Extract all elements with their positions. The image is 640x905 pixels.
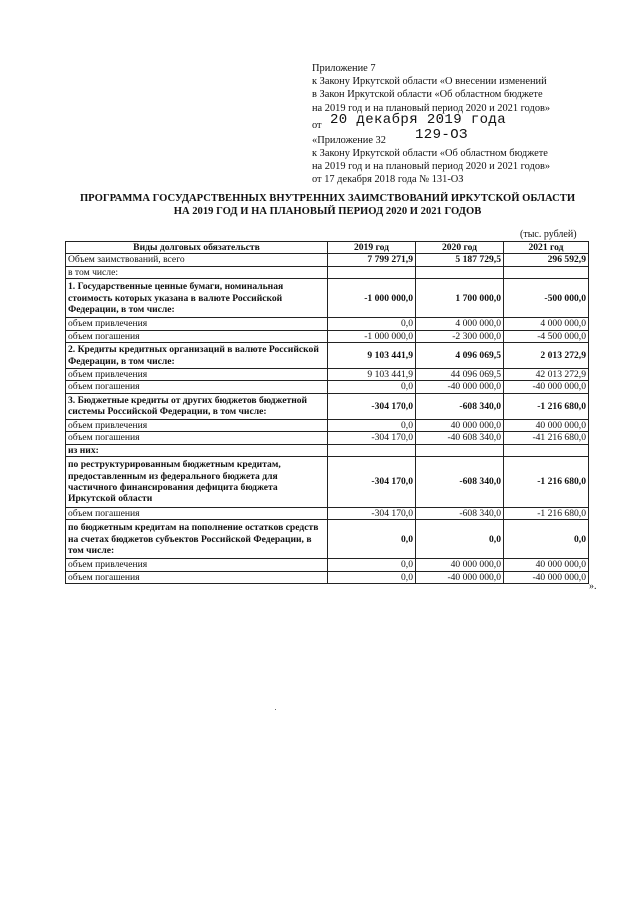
row-label: из них: <box>66 444 328 456</box>
value-2019: -304 170,0 <box>328 457 416 508</box>
row-label: 1. Государственные ценные бумаги, номинальная стоимость которых указана в валюте Российской Федерации, в том числе: <box>66 279 328 318</box>
table-row <box>66 432 589 444</box>
table-header-row <box>66 242 589 254</box>
value-2020: 1 700 000,0 <box>416 279 504 318</box>
value-2021: 296 592,9 <box>504 254 589 266</box>
appendix-law-line-1: к Закону Иркутской области «О внесении изменений <box>312 76 547 88</box>
table-row <box>66 330 589 342</box>
closing-quote-mark: ». <box>589 581 597 592</box>
value-2019: 0,0 <box>328 571 416 583</box>
table-row <box>66 419 589 431</box>
header-kind: Виды долговых обязательств <box>66 242 328 254</box>
row-label: по бюджетным кредитам на пополнение остатков средств на счетах бюджетов субъектов Российской Федерации, в том числе: <box>66 520 328 559</box>
value-2020: 4 000 000,0 <box>416 318 504 330</box>
value-2021: 4 000 000,0 <box>504 318 589 330</box>
row-label: 2. Кредиты кредитных организаций в валюте Российской Федерации, в том числе: <box>66 343 328 369</box>
table-row <box>66 266 589 278</box>
row-label: объем погашения <box>66 330 328 342</box>
value-2019: 7 799 271,9 <box>328 254 416 266</box>
appendix-header <box>312 62 612 186</box>
value-2020: 5 187 729,5 <box>416 254 504 266</box>
base-law-line-1: к Закону Иркутской области «Об областном бюджете <box>312 147 548 159</box>
value-2021: -1 216 680,0 <box>504 393 589 419</box>
row-label: объем погашения <box>66 432 328 444</box>
table-row <box>66 444 589 456</box>
value-2019: 0,0 <box>328 419 416 431</box>
value-2021: 0,0 <box>504 520 589 559</box>
table-row <box>66 457 589 508</box>
value-2019: -304 170,0 <box>328 432 416 444</box>
row-label: объем привлечения <box>66 559 328 571</box>
value-2019: -1 000 000,0 <box>328 330 416 342</box>
appendix-law-line-3: на 2019 год и на плановый период 2020 и 2021 годов» <box>312 102 551 114</box>
value-2019: 9 103 441,9 <box>328 343 416 369</box>
value-2020 <box>416 444 504 456</box>
value-2020: 40 000 000,0 <box>416 559 504 571</box>
table-row <box>66 254 589 266</box>
value-2019 <box>328 444 416 456</box>
header-2019: 2019 год <box>328 242 416 254</box>
value-2021 <box>504 266 589 278</box>
base-law-line-3: от 17 декабря 2018 года № 131-ОЗ <box>312 174 464 186</box>
table-row <box>66 520 589 559</box>
value-2021: 2 013 272,9 <box>504 343 589 369</box>
value-2020: -40 000 000,0 <box>416 571 504 583</box>
value-2019: 0,0 <box>328 520 416 559</box>
base-law-line-2: на 2019 год и на плановый период 2020 и 2021 годов» <box>312 161 551 173</box>
row-label: объем привлечения <box>66 318 328 330</box>
scan-speck <box>275 709 276 710</box>
value-2021: -1 216 680,0 <box>504 457 589 508</box>
value-2020: -40 000 000,0 <box>416 381 504 393</box>
header-2021: 2021 год <box>504 242 589 254</box>
value-2020: -608 340,0 <box>416 508 504 520</box>
table-row <box>66 381 589 393</box>
row-label: в том числе: <box>66 266 328 278</box>
value-2019: -304 170,0 <box>328 508 416 520</box>
value-2020: -40 608 340,0 <box>416 432 504 444</box>
table-row <box>66 393 589 419</box>
value-2021: -1 216 680,0 <box>504 508 589 520</box>
title-line-1: ПРОГРАММА ГОСУДАРСТВЕННЫХ ВНУТРЕННИХ ЗАИМСТВОВАНИЙ ИРКУТСКОЙ ОБЛАСТИ <box>79 193 576 204</box>
law-number-line <box>312 126 612 147</box>
value-2021: -40 000 000,0 <box>504 381 589 393</box>
appendix-number: Приложение 7 <box>312 63 376 74</box>
value-2019: 9 103 441,9 <box>328 369 416 381</box>
value-2021: -41 216 680,0 <box>504 432 589 444</box>
value-2020: -608 340,0 <box>416 393 504 419</box>
table-row <box>66 318 589 330</box>
value-2019 <box>328 266 416 278</box>
header-2020: 2020 год <box>416 242 504 254</box>
title-line-2: НА 2019 ГОД И НА ПЛАНОВЫЙ ПЕРИОД 2020 И 2021 ГОДОВ <box>173 206 482 217</box>
value-2020: 44 096 069,5 <box>416 369 504 381</box>
row-label: объем погашения <box>66 381 328 393</box>
value-2021: 40 000 000,0 <box>504 419 589 431</box>
law-date: 20 декабря 2019 года <box>330 111 507 128</box>
value-2019: -304 170,0 <box>328 393 416 419</box>
units-label: (тыс. рублей) <box>520 229 577 240</box>
date-prefix: от <box>312 119 322 131</box>
value-2021: -40 000 000,0 <box>504 571 589 583</box>
value-2020: -608 340,0 <box>416 457 504 508</box>
value-2021: -500 000,0 <box>504 279 589 318</box>
page-title <box>60 192 595 218</box>
table-row <box>66 369 589 381</box>
row-label: Объем заимствований, всего <box>66 254 328 266</box>
value-2021 <box>504 444 589 456</box>
value-2020: 4 096 069,5 <box>416 343 504 369</box>
row-label: 3. Бюджетные кредиты от других бюджетов бюджетной системы Российской Федерации, в том числе: <box>66 393 328 419</box>
value-2021: 40 000 000,0 <box>504 559 589 571</box>
law-number: 129-ОЗ <box>415 126 468 143</box>
value-2019: 0,0 <box>328 381 416 393</box>
row-label: по реструктурированным бюджетным кредитам, предоставленным из федерального бюджета для частичного финансирования дефицита бюджета Иркутской области <box>66 457 328 508</box>
value-2020: 40 000 000,0 <box>416 419 504 431</box>
row-label: объем привлечения <box>66 369 328 381</box>
table-row <box>66 571 589 583</box>
table-row <box>66 343 589 369</box>
prilozhenie-32-label: «Приложение 32 <box>312 134 386 146</box>
value-2020: -2 300 000,0 <box>416 330 504 342</box>
borrowing-table <box>65 241 589 584</box>
row-label: объем погашения <box>66 571 328 583</box>
value-2021: -4 500 000,0 <box>504 330 589 342</box>
row-label: объем привлечения <box>66 419 328 431</box>
value-2020: 0,0 <box>416 520 504 559</box>
value-2019: 0,0 <box>328 318 416 330</box>
row-label: объем погашения <box>66 508 328 520</box>
appendix-law-line-2: в Закон Иркутской области «Об областном бюджете <box>312 89 543 101</box>
table-row <box>66 559 589 571</box>
table-row <box>66 279 589 318</box>
value-2019: -1 000 000,0 <box>328 279 416 318</box>
value-2019: 0,0 <box>328 559 416 571</box>
value-2020 <box>416 266 504 278</box>
value-2021: 42 013 272,9 <box>504 369 589 381</box>
table-row <box>66 508 589 520</box>
